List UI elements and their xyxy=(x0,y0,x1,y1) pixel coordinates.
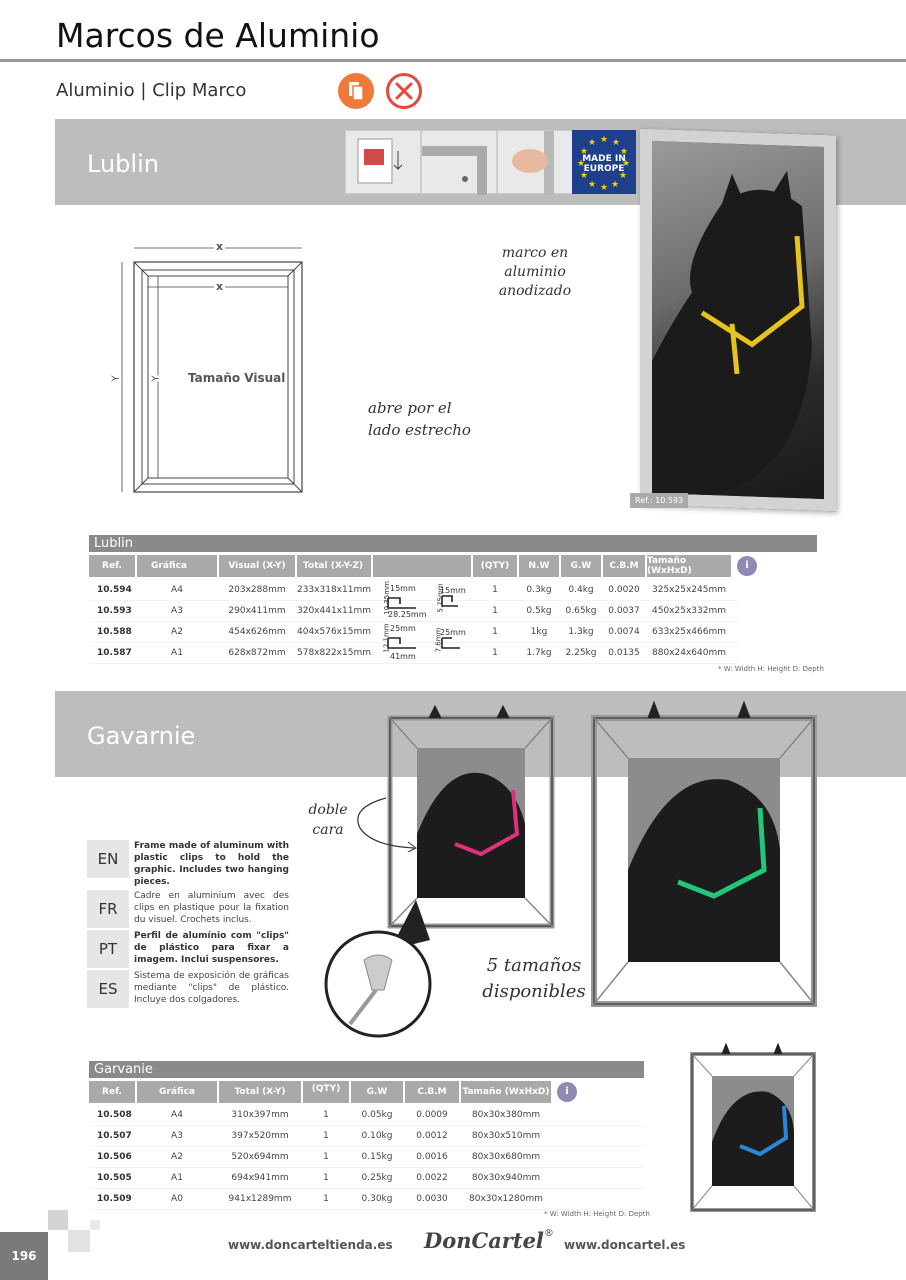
p1-height: 10.35mm xyxy=(382,581,391,615)
note-double xyxy=(308,800,348,840)
th-gw: G.W xyxy=(561,555,601,577)
cell-qty: 1 xyxy=(492,648,498,658)
double-sided-icon xyxy=(338,73,374,109)
cell-total: 941x1289mm xyxy=(228,1194,292,1204)
lublin-title: Lublin xyxy=(87,150,159,178)
th-grafica: Gráfica xyxy=(137,1081,217,1103)
note-frame-line2: aluminio anodizado xyxy=(498,264,572,299)
svg-text:★: ★ xyxy=(580,147,589,157)
cell-ref: 10.507 xyxy=(97,1131,132,1141)
logo-text: DonCartel xyxy=(424,1228,544,1253)
cell-grafica: A4 xyxy=(171,1110,183,1120)
cell-grafica: A3 xyxy=(171,1131,183,1141)
cell-grafica: A0 xyxy=(171,1194,183,1204)
thumb-frame-corner xyxy=(421,130,497,194)
th-gw: G.W xyxy=(351,1081,403,1103)
lang-row-en xyxy=(87,840,289,888)
th-grafica: Gráfica xyxy=(137,555,217,577)
cell-gw: 2.25kg xyxy=(565,648,597,658)
p3-width: 25mm xyxy=(390,624,416,633)
footer-url-right[interactable]: www.doncartel.es xyxy=(564,1238,686,1252)
lublin-table-header xyxy=(89,555,757,577)
cell-total: 310x397mm xyxy=(231,1110,289,1120)
cell-cbm: 0.0020 xyxy=(608,585,640,595)
lang-row-pt xyxy=(87,930,289,968)
th-total: Total (X-Y) xyxy=(219,1081,301,1103)
cell-nw: 0.3kg xyxy=(526,585,552,595)
gavarnie-title: Gavarnie xyxy=(87,722,196,750)
cell-size: 80x30x380mm xyxy=(471,1110,541,1120)
thumb-hand-clip xyxy=(497,130,573,194)
cell-ref: 10.505 xyxy=(97,1173,132,1183)
doncartel-logo xyxy=(424,1228,554,1253)
svg-text:★: ★ xyxy=(611,180,620,190)
info-icon: i xyxy=(737,556,757,576)
cell-size: 80x30x680mm xyxy=(471,1152,541,1162)
cell-cbm: 0.0037 xyxy=(608,606,640,616)
cell-cbm: 0.0030 xyxy=(416,1194,448,1204)
p3-depth: 41mm xyxy=(390,652,416,661)
cell-total: 397x520mm xyxy=(231,1131,289,1141)
table-row xyxy=(89,1189,645,1210)
cell-grafica: A2 xyxy=(171,627,183,637)
diagram-visual-label: Tamaño Visual xyxy=(188,371,286,385)
cell-gw: 1.3kg xyxy=(568,627,594,637)
page-subtitle: Aluminio | Clip Marco xyxy=(56,80,247,101)
cell-nw: 0.5kg xyxy=(526,606,552,616)
th-ref: Ref. xyxy=(89,555,135,577)
cell-size: 80x30x1280mm xyxy=(469,1194,543,1204)
cell-gw: 0.10kg xyxy=(361,1131,393,1141)
th-visual: Visual (X-Y) xyxy=(219,555,295,577)
cell-ref: 10.508 xyxy=(97,1110,132,1120)
cell-grafica: A1 xyxy=(171,1173,183,1183)
cell-cbm: 0.0135 xyxy=(608,648,640,658)
note-open-line1: abre por el xyxy=(368,399,452,417)
th-cbm: C.B.M xyxy=(603,555,645,577)
note-open xyxy=(368,397,471,441)
diagram-y-inner: Y xyxy=(150,375,162,382)
note-double-line2: cara xyxy=(312,822,344,838)
double-arrow xyxy=(350,792,422,852)
title-rule xyxy=(0,59,906,62)
p2-height: 5.75mm xyxy=(436,583,445,613)
cell-gw: 0.15kg xyxy=(361,1152,393,1162)
cell-size: 450x25x332mm xyxy=(652,606,726,616)
cell-size: 80x30x940mm xyxy=(471,1173,541,1183)
svg-text:★: ★ xyxy=(588,138,597,148)
diagram-y-outer: Y xyxy=(110,375,122,382)
footer-squares xyxy=(48,1210,100,1252)
note-frame xyxy=(470,244,600,301)
cell-visual: 290x411mm xyxy=(228,606,286,616)
cell-qty: 1 xyxy=(492,606,498,616)
eu-label: MADE IN EUROPE xyxy=(582,154,626,174)
cell-size: 880x24x640mm xyxy=(652,648,726,658)
note-frame-line1: marco en xyxy=(501,245,569,261)
svg-text:★: ★ xyxy=(619,171,628,181)
lang-code: FR xyxy=(87,890,129,928)
cell-ref: 10.506 xyxy=(97,1152,132,1162)
th-total: Total (X-Y-Z) xyxy=(297,555,371,577)
lang-code: PT xyxy=(87,930,129,968)
cell-size: 325x25x245mm xyxy=(652,585,726,595)
table-row xyxy=(89,1105,645,1126)
ref-tag: Ref.: 10.593 xyxy=(630,493,688,508)
th-cbm: C.B.M xyxy=(405,1081,459,1103)
note-sizes-line2: disponibles xyxy=(482,981,586,1002)
info-icon: i xyxy=(557,1082,577,1102)
svg-text:★: ★ xyxy=(600,183,609,193)
th-size: Tamaño (WxHxD) xyxy=(647,555,731,577)
th-ref: Ref. xyxy=(89,1081,135,1103)
th-nw: N.W xyxy=(519,555,559,577)
lang-row-fr xyxy=(87,890,289,928)
gavarnie-table-body xyxy=(89,1105,645,1210)
cell-qty: 1 xyxy=(492,627,498,637)
cell-size: 633x25x466mm xyxy=(652,627,726,637)
cell-qty: 1 xyxy=(323,1131,329,1141)
cell-gw: 0.65kg xyxy=(565,606,597,616)
svg-text:★: ★ xyxy=(620,147,629,157)
cell-qty: 1 xyxy=(323,1194,329,1204)
svg-text:★: ★ xyxy=(622,159,631,169)
p2-width: 15mm xyxy=(440,586,466,595)
diagram-x-top: x xyxy=(216,240,224,253)
cell-total: 320x441x11mm xyxy=(297,606,371,616)
no-tools-icon xyxy=(386,73,422,109)
profile-drawings xyxy=(376,582,472,664)
cell-gw: 0.25kg xyxy=(361,1173,393,1183)
cell-gw: 0.05kg xyxy=(361,1110,393,1120)
lublin-frame-photo xyxy=(640,129,836,512)
cell-qty: 1 xyxy=(323,1110,329,1120)
note-sizes-line1: 5 tamaños xyxy=(486,955,582,976)
cell-visual: 203x288mm xyxy=(228,585,286,595)
cell-cbm: 0.0016 xyxy=(416,1152,448,1162)
cell-ref: 10.588 xyxy=(97,627,132,637)
cell-grafica: A2 xyxy=(171,1152,183,1162)
page-title: Marcos de Aluminio xyxy=(56,16,380,55)
cell-cbm: 0.0022 xyxy=(416,1173,448,1183)
cell-gw: 0.30kg xyxy=(361,1194,393,1204)
th-qty: (QTY) xyxy=(303,1081,349,1103)
lang-row-es xyxy=(87,970,289,1008)
lang-code: EN xyxy=(87,840,129,878)
th-qty: (QTY) xyxy=(473,555,517,577)
cell-total: 233x318x11mm xyxy=(297,585,371,595)
cell-ref: 10.587 xyxy=(97,648,132,658)
lublin-table-note: * W: Width H: Height D: Depth xyxy=(718,665,824,673)
made-in-europe-badge xyxy=(572,130,636,194)
cell-total: 520x694mm xyxy=(231,1152,289,1162)
lang-text: Cadre en aluminium avec des clips en plastique pour la fixation du visuel. Crochets inclus. xyxy=(134,891,289,925)
table-row xyxy=(89,1147,645,1168)
clip-zoom xyxy=(320,900,448,1038)
cell-visual: 628x872mm xyxy=(228,648,286,658)
th-profile xyxy=(373,555,471,577)
lang-code: ES xyxy=(87,970,129,1008)
lang-text: Sistema de exposición de gráficas mediante "clips" de plástico. Incluye dos colgadores. xyxy=(134,971,289,1005)
note-double-line1: doble xyxy=(308,802,348,818)
cell-qty: 1 xyxy=(323,1152,329,1162)
svg-text:★: ★ xyxy=(580,171,589,181)
size-diagram xyxy=(112,240,312,500)
svg-text:★: ★ xyxy=(577,159,586,169)
p4-width: 25mm xyxy=(440,628,466,637)
gavarnie-table-header xyxy=(89,1081,577,1103)
lang-text: Frame made of aluminum with plastic clips to hold the graphic. Includes two hanging pieces. xyxy=(134,841,289,887)
cell-grafica: A4 xyxy=(171,585,183,595)
footer-url-left[interactable]: www.doncarteltienda.es xyxy=(228,1238,393,1252)
cell-grafica: A1 xyxy=(171,648,183,658)
cell-qty: 1 xyxy=(492,585,498,595)
cell-gw: 0.4kg xyxy=(568,585,594,595)
cell-nw: 1.7kg xyxy=(526,648,552,658)
p3-height: 12.1mm xyxy=(382,623,391,653)
cell-visual: 454x626mm xyxy=(228,627,286,637)
page-number: 196 xyxy=(0,1232,48,1280)
gavarnie-table-title: Garvanie xyxy=(89,1061,644,1078)
logo-mark: ® xyxy=(543,1228,554,1239)
note-open-line2: lado estrecho xyxy=(368,421,471,439)
p4-height: 7.6mm xyxy=(434,627,443,653)
note-sizes xyxy=(480,953,588,1005)
cell-total: 694x941mm xyxy=(231,1173,289,1183)
language-block xyxy=(87,840,289,1008)
cell-size: 80x30x510mm xyxy=(471,1131,541,1141)
lublin-table-title: Lublin xyxy=(89,535,817,552)
cell-nw: 1kg xyxy=(530,627,548,637)
lang-text: Perfil de alumínio com "clips" de plástico para fixar a imagem. Inclui suspensores. xyxy=(134,931,289,965)
p1-depth: 28.25mm xyxy=(388,610,427,619)
gavarnie-frame-large xyxy=(588,700,820,1010)
table-row xyxy=(89,1126,645,1147)
diagram-x-inner: x xyxy=(216,280,224,293)
thumb-open-frame xyxy=(345,130,421,194)
cell-total: 578x822x15mm xyxy=(297,648,371,658)
svg-text:★: ★ xyxy=(600,135,609,145)
cell-qty: 1 xyxy=(323,1173,329,1183)
svg-text:★: ★ xyxy=(612,138,621,148)
gavarnie-table-note: * W: Width H: Height D: Depth xyxy=(544,1210,650,1218)
gavarnie-frame-blue xyxy=(688,1042,818,1214)
svg-text:★: ★ xyxy=(588,180,597,190)
p1-width: 15mm xyxy=(390,584,416,593)
cell-ref: 10.593 xyxy=(97,606,132,616)
cell-cbm: 0.0009 xyxy=(416,1110,448,1120)
cell-grafica: A3 xyxy=(171,606,183,616)
th-size: Tamaño (WxHxD) xyxy=(461,1081,551,1103)
horse-photo xyxy=(652,141,824,499)
cell-ref: 10.509 xyxy=(97,1194,132,1204)
cell-cbm: 0.0012 xyxy=(416,1131,448,1141)
cell-total: 404x576x15mm xyxy=(297,627,371,637)
cell-ref: 10.594 xyxy=(97,585,132,595)
table-row xyxy=(89,1168,645,1189)
cell-cbm: 0.0074 xyxy=(608,627,640,637)
